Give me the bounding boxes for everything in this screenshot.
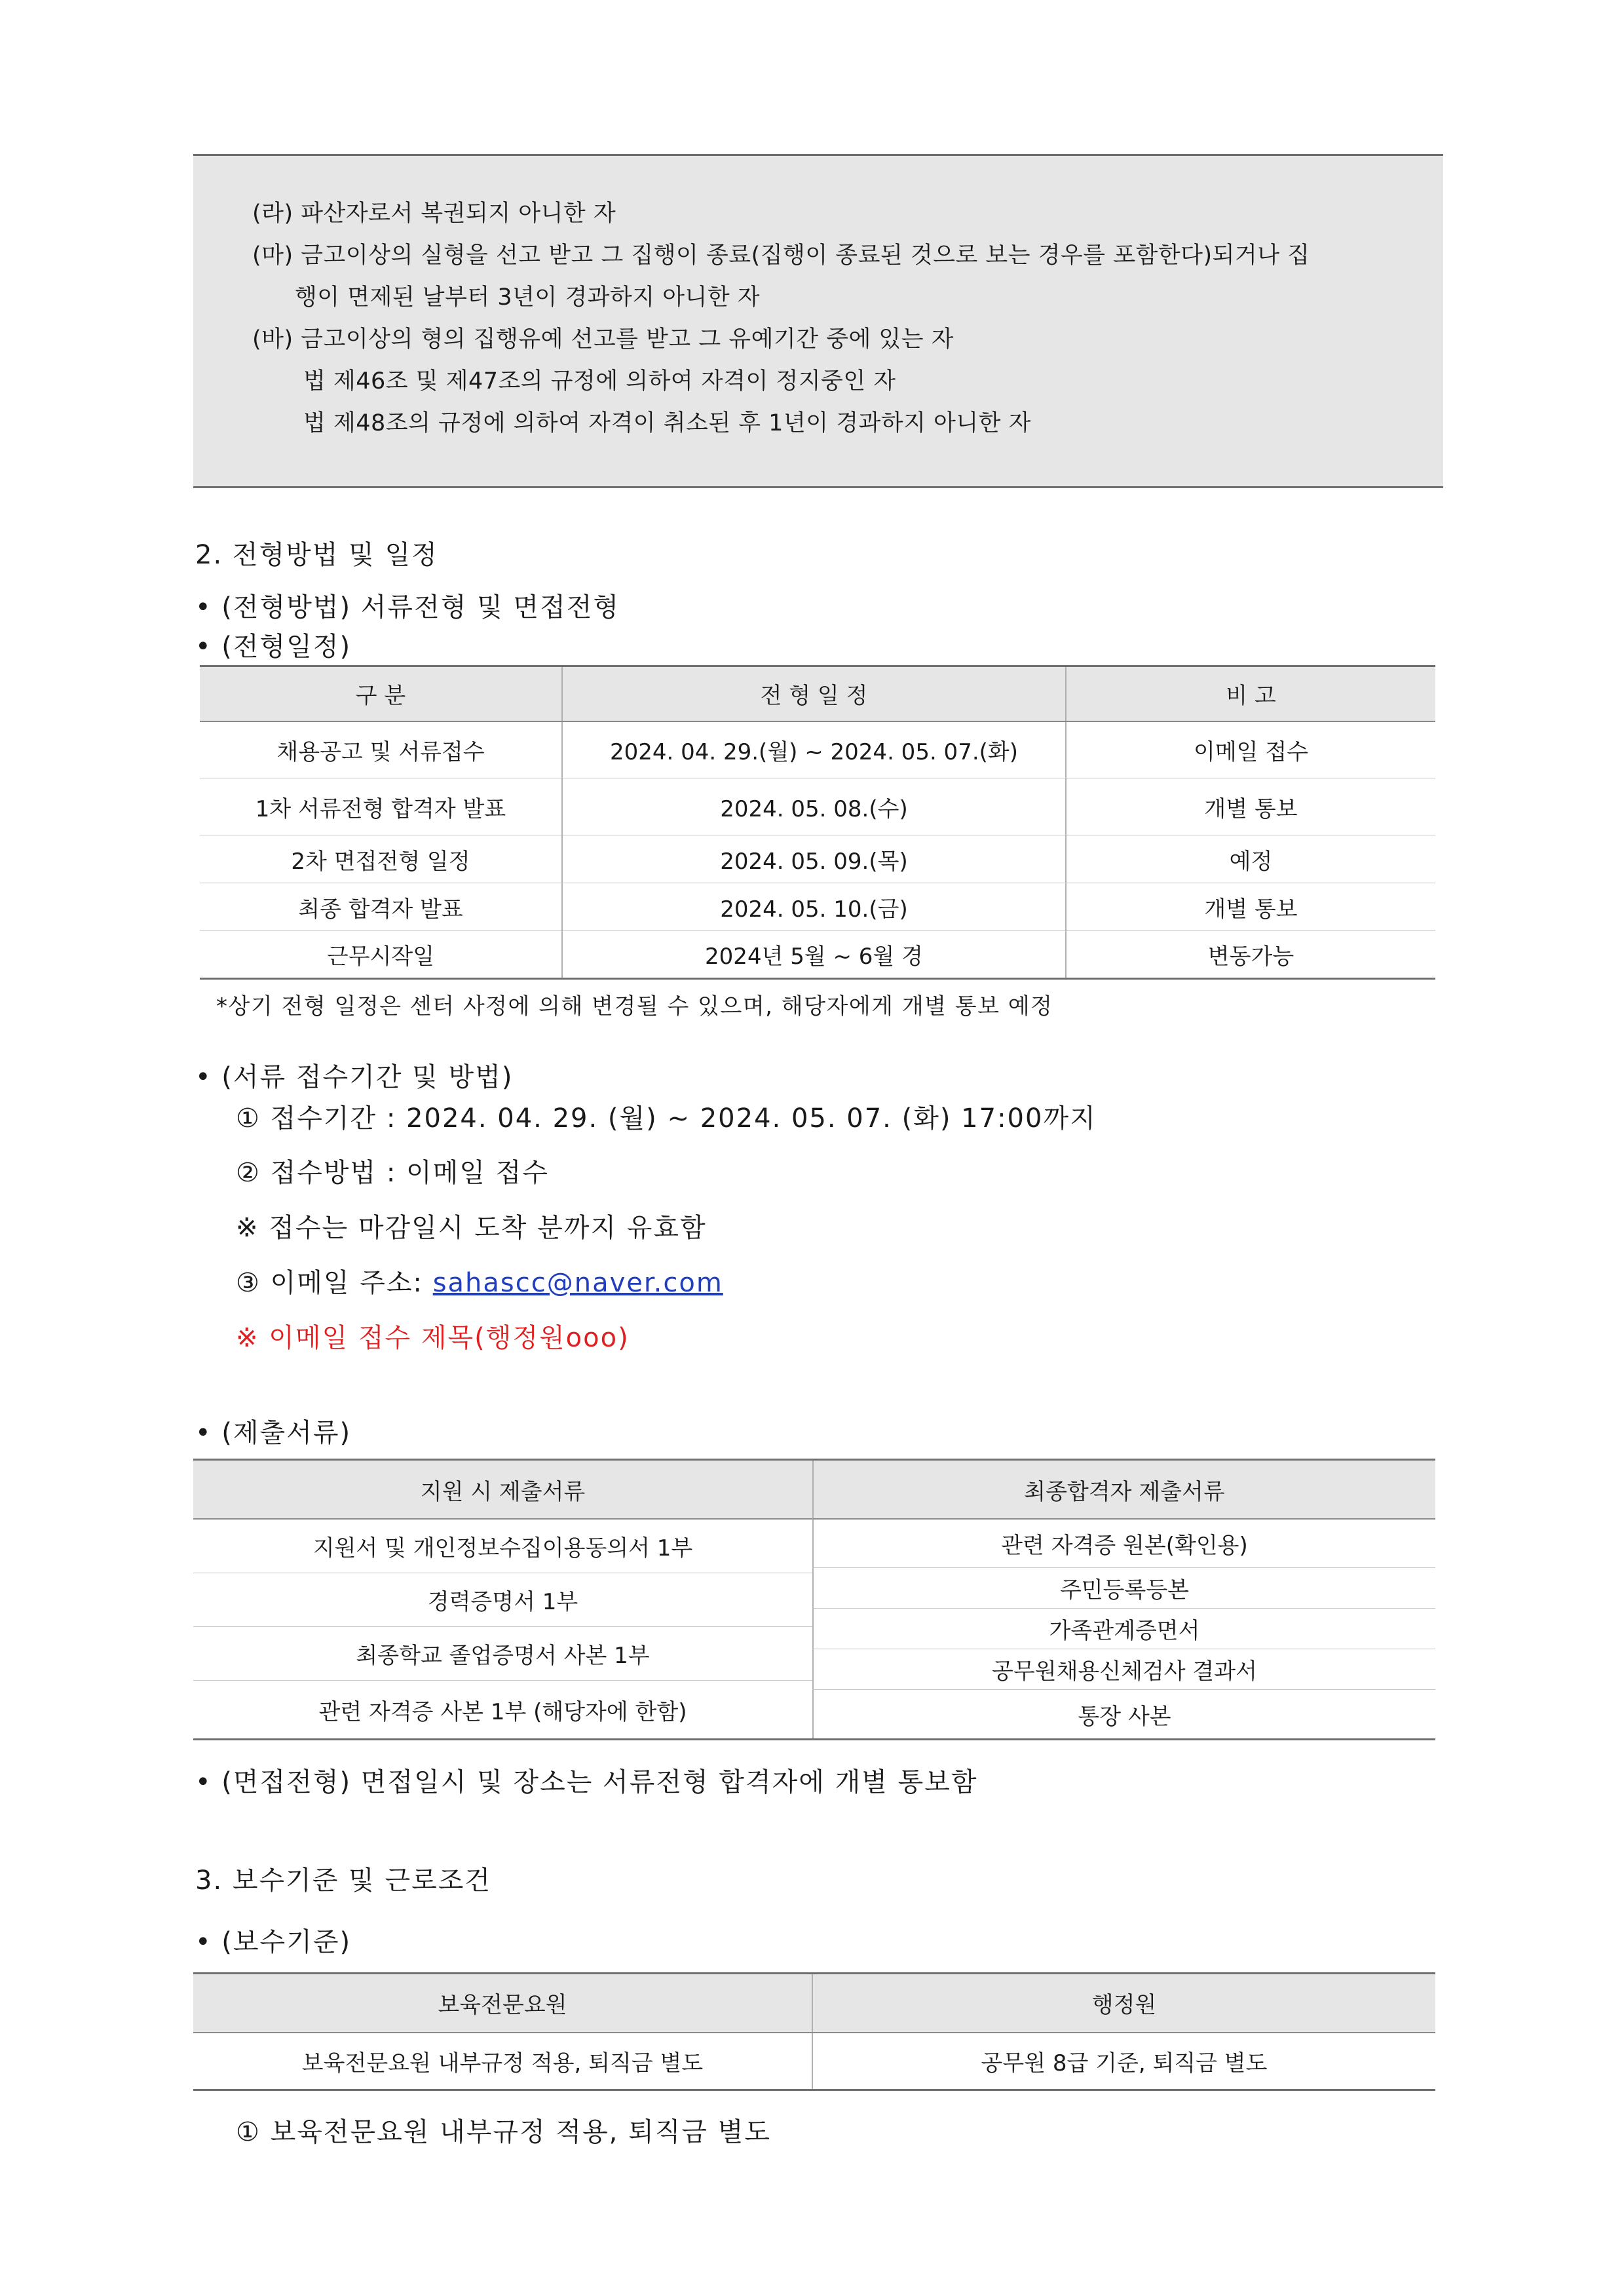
- schedule-header-remark: 비 고: [1066, 666, 1435, 721]
- notice-line-art48: 법 제48조의 규정에 의하여 자격이 취소된 후 1년이 경과하지 아니한 자: [303, 410, 1031, 436]
- docs-label: • (제출서류): [195, 1418, 352, 1448]
- receipt-label: • (서류 접수기간 및 방법): [195, 1062, 514, 1092]
- section2-heading: 2. 전형방법 및 일정: [195, 540, 438, 570]
- table-row: [200, 931, 1435, 979]
- schedule-cell: 2024년 5월 ~ 6월 경: [562, 931, 1066, 979]
- receipt-method: ② 접수방법 : 이메일 접수: [236, 1158, 549, 1188]
- docs-header-apply: 지원 시 제출서류: [193, 1461, 812, 1520]
- docs-apply-item: 관련 자격증 사본 1부 (해당자에 한함): [318, 1698, 687, 1725]
- pay-table: [193, 1972, 1435, 2091]
- section3-heading: 3. 보수기준 및 근로조건: [195, 1866, 492, 1896]
- notice-line-ba: (바) 금고이상의 형의 집행유예 선고를 받고 그 유예기간 중에 있는 자: [252, 326, 954, 353]
- schedule-cell: 개별 통보: [1066, 778, 1435, 835]
- schedule-cell: 2024. 05. 10.(금): [562, 883, 1066, 931]
- schedule-cell: 이메일 접수: [1066, 721, 1435, 778]
- table-row: [200, 883, 1435, 931]
- schedule-cell: 근무시작일: [200, 931, 562, 979]
- schedule-cell: 채용공고 및 서류접수: [200, 721, 562, 778]
- table-row: [200, 721, 1435, 778]
- receipt-deadline-note: ※ 접수는 마감일시 도착 분까지 유효함: [236, 1213, 707, 1243]
- schedule-note: *상기 전형 일정은 센터 사정에 의해 변경될 수 있으며, 해당자에게 개별 통보 예정: [216, 993, 1053, 1020]
- docs-final-item: 주민등록등본: [812, 1568, 1435, 1609]
- schedule-cell: 최종 합격자 발표: [200, 883, 562, 931]
- schedule-header-category: 구 분: [200, 666, 562, 721]
- table-row: [193, 2033, 1435, 2090]
- schedule-header-date: 전 형 일 정: [562, 666, 1066, 721]
- schedule-label: • (전형일정): [195, 632, 352, 662]
- pay-header-childcare: 보육전문요원: [193, 1974, 812, 2033]
- schedule-table: [200, 665, 1435, 980]
- docs-apply-item: 지원서 및 개인정보수집이용동의서 1부: [193, 1520, 812, 1573]
- schedule-cell: 2차 면접전형 일정: [200, 835, 562, 883]
- docs-final-item: 가족관계증면서: [812, 1609, 1435, 1649]
- notice-line-ra: (라) 파산자로서 복권되지 아니한 자: [252, 201, 616, 227]
- email-subject-note: ※ 이메일 접수 제목(행정원ooo): [236, 1323, 630, 1353]
- selection-method: • (전형방법) 서류전형 및 면접전형: [195, 592, 620, 622]
- docs-apply-item: 경력증명서 1부: [193, 1573, 812, 1627]
- table-row: [200, 778, 1435, 835]
- docs-final-item: 통장 사본: [812, 1690, 1435, 1738]
- pay-label: • (보수기준): [195, 1927, 352, 1957]
- email-prefix: ③ 이메일 주소:: [236, 1268, 433, 1298]
- email-line: [236, 1262, 723, 1299]
- schedule-cell: 변동가능: [1066, 931, 1435, 979]
- notice-line-ma: (마) 금고이상의 실형을 선고 받고 그 집행이 종료(집행이 종료된 것으로 보는 경우를 포함한다)되거나 집: [252, 242, 1310, 269]
- schedule-cell: 개별 통보: [1066, 883, 1435, 931]
- pay-item-1: ① 보육전문요원 내부규정 적용, 퇴직금 별도: [236, 2117, 772, 2147]
- schedule-cell: 2024. 05. 08.(수): [562, 778, 1066, 835]
- interview-note: • (면접전형) 면접일시 및 장소는 서류전형 합격자에 개별 통보함: [195, 1767, 978, 1797]
- docs-apply-item: 최종학교 졸업증명서 사본 1부: [193, 1627, 812, 1681]
- pay-header-admin: 행정원: [812, 1974, 1435, 2033]
- email-link[interactable]: sahascc@naver.com: [432, 1268, 723, 1298]
- schedule-cell: 1차 서류전형 합격자 발표: [200, 778, 562, 835]
- schedule-cell: 2024. 05. 09.(목): [562, 835, 1066, 883]
- notice-line-art46: 법 제46조 및 제47조의 규정에 의하여 자격이 정지중인 자: [303, 368, 896, 394]
- docs-final-item: 관련 자격증 원본(확인용): [812, 1520, 1435, 1568]
- pay-cell-admin: 공무원 8급 기준, 퇴직금 별도: [812, 2033, 1435, 2090]
- schedule-cell: 예정: [1066, 835, 1435, 883]
- docs-table: [193, 1459, 1435, 1740]
- pay-cell-childcare: 보육전문요원 내부규정 적용, 퇴직금 별도: [193, 2033, 812, 2090]
- docs-header-final: 최종합격자 제출서류: [812, 1461, 1435, 1520]
- notice-line-ma-cont: 행이 면제된 날부터 3년이 경과하지 아니한 자: [295, 284, 761, 311]
- docs-final-item: 공무원채용신체검사 결과서: [812, 1649, 1435, 1690]
- schedule-cell: 2024. 04. 29.(월) ~ 2024. 05. 07.(화): [562, 721, 1066, 778]
- receipt-period: ① 접수기간 : 2024. 04. 29. (월) ~ 2024. 05. 07. (화) 17:00까지: [236, 1103, 1097, 1134]
- table-row: [200, 835, 1435, 883]
- eligibility-notice-box: [193, 154, 1443, 488]
